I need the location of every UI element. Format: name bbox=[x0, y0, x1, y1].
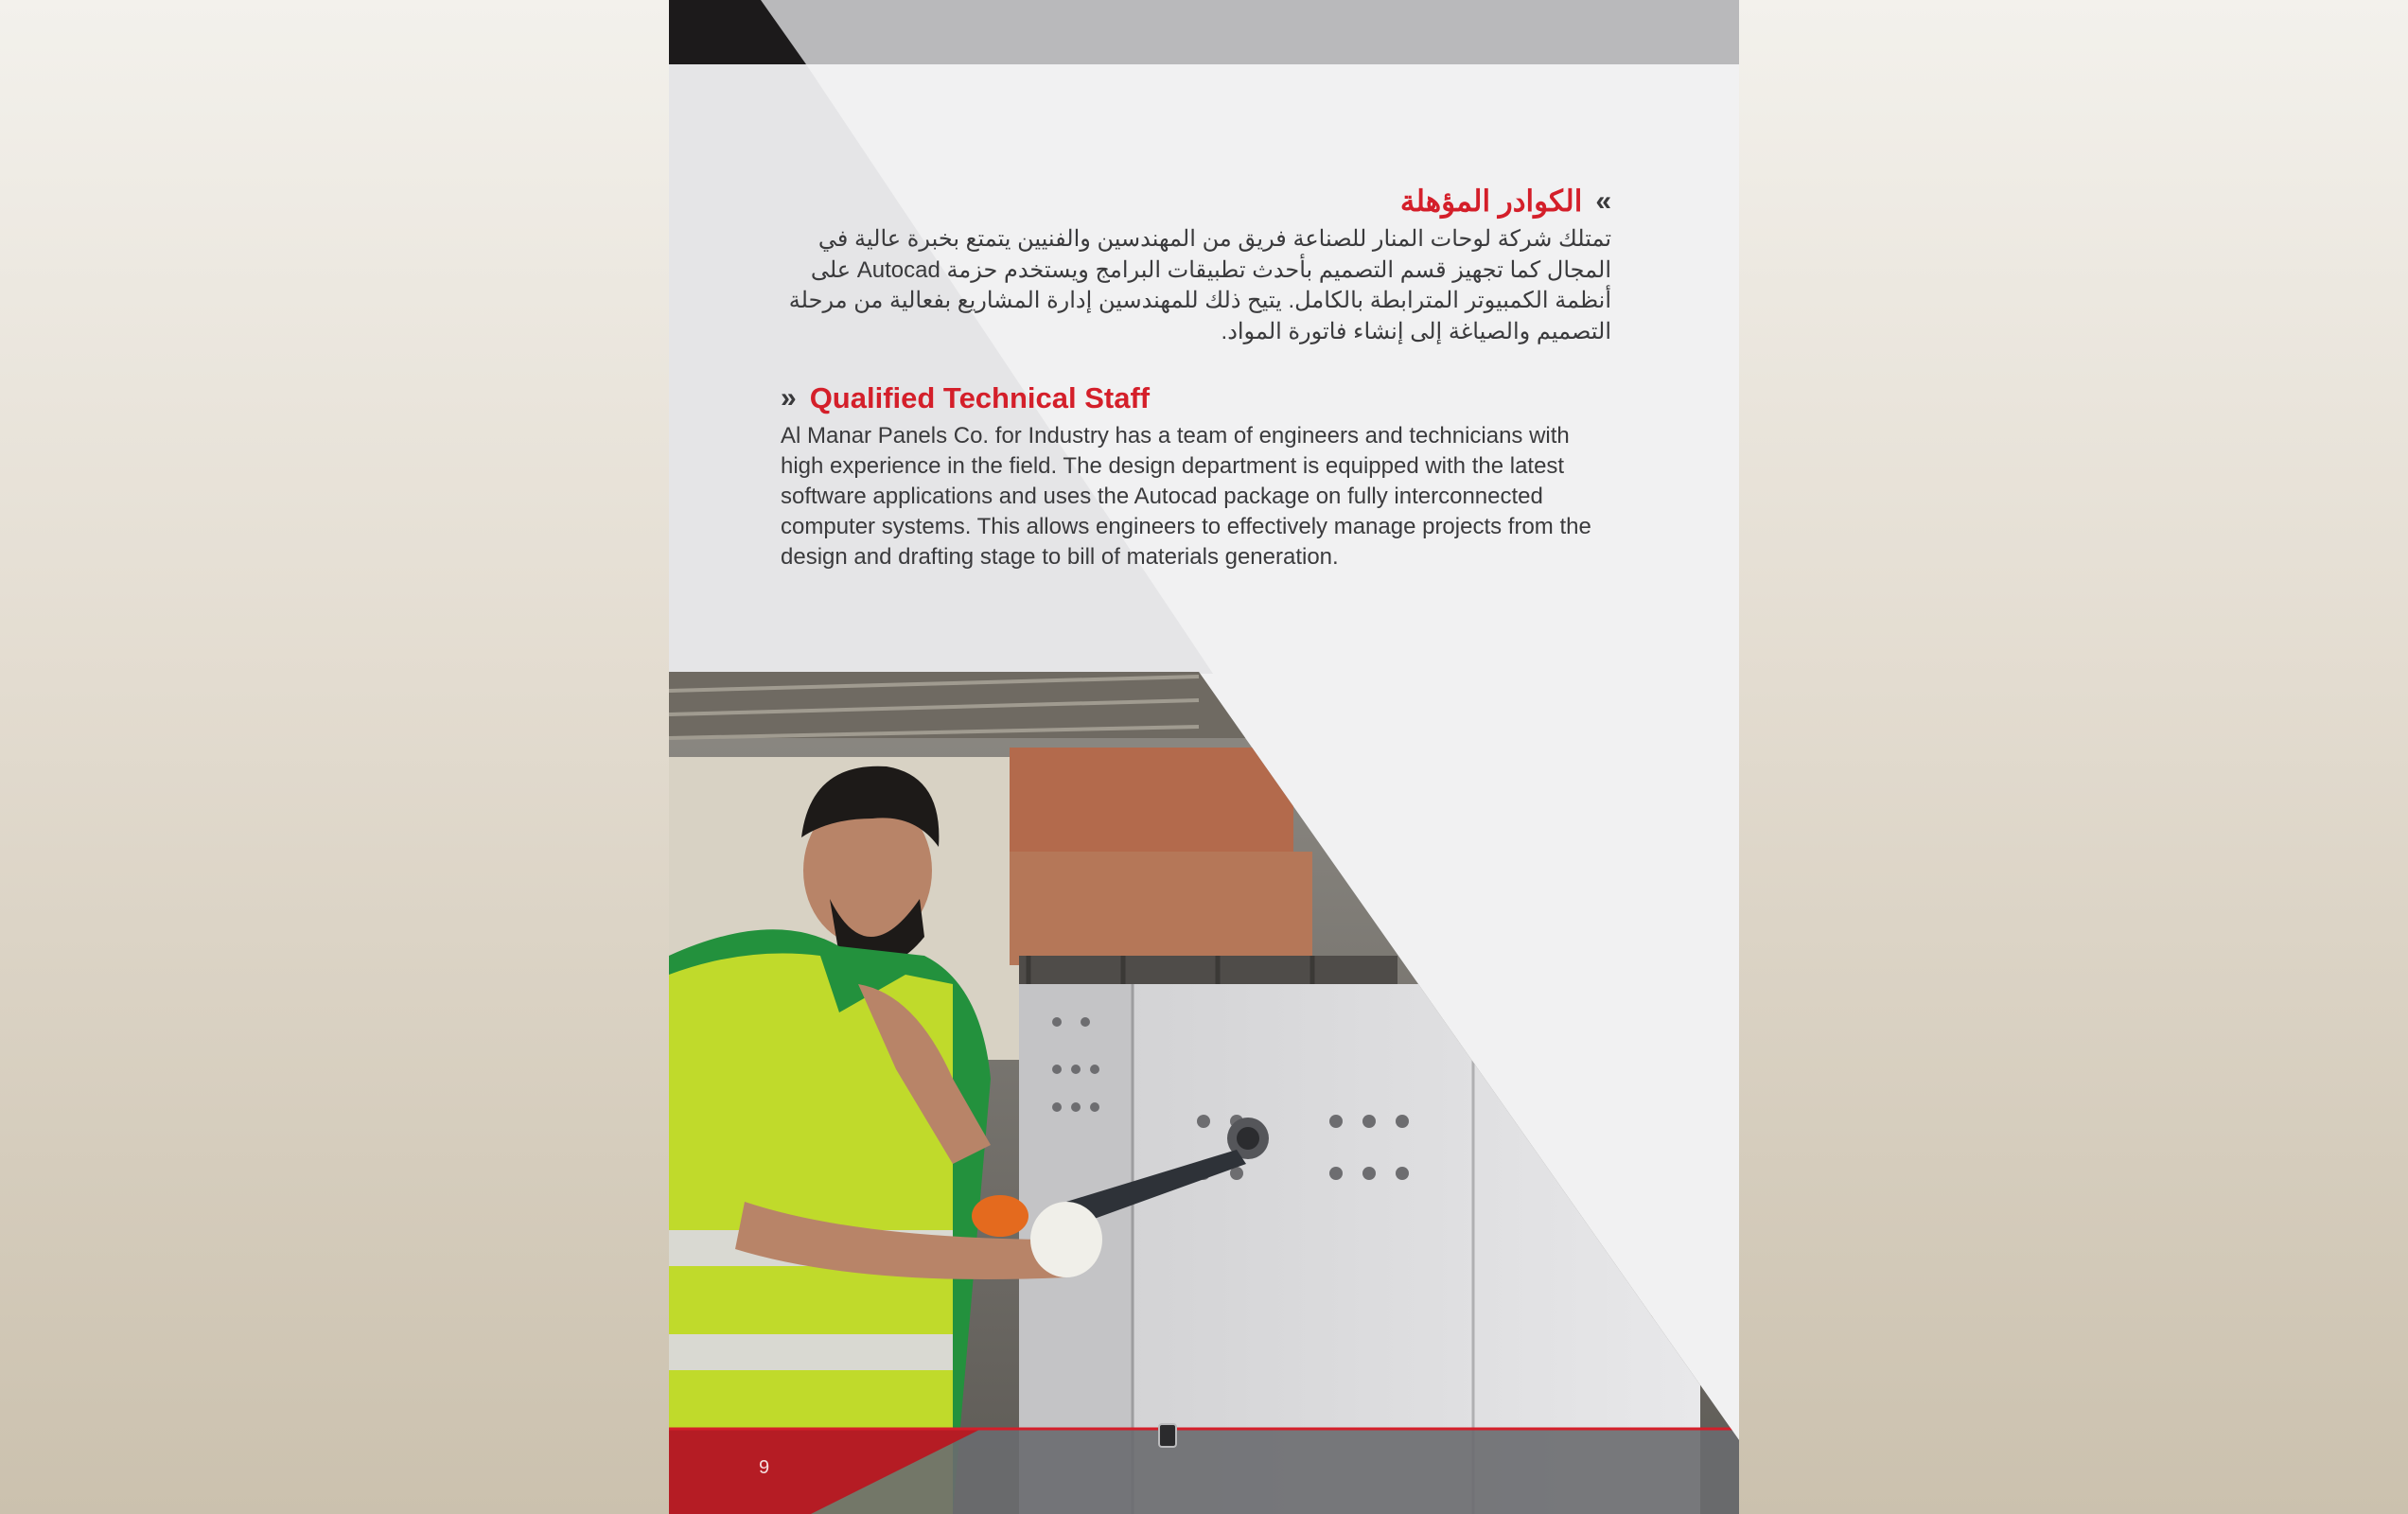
arabic-body: تمتلك شركة لوحات المنار للصناعة فريق من المهندسين والفنيين يتمتع بخبرة عالية في المجال كما تجهيز قسم التصميم بأحدث تطبيقات البرامج ويستخدم حزمة Autocad على أنظمة الكمبيوتر المترابطة بالكامل. يتيح ذلك للمهندسين إدارة المشاريع بفعالية من مرحلة التصميم والصياغة إلى إنشاء فاتورة المواد. bbox=[788, 226, 1611, 344]
english-heading: Qualified Technical Staff bbox=[809, 381, 1151, 414]
english-heading-row bbox=[781, 381, 1611, 415]
english-section bbox=[781, 381, 1611, 572]
brochure-page bbox=[669, 0, 1739, 1514]
arabic-section bbox=[781, 185, 1611, 347]
page-number: 9 bbox=[759, 1457, 770, 1478]
header-gray-bar bbox=[669, 0, 1739, 64]
technician-photo bbox=[669, 672, 1739, 1514]
chevron-icon: » bbox=[1595, 185, 1611, 217]
arabic-heading-row bbox=[781, 185, 1611, 219]
arabic-heading: الكوادر المؤهلة bbox=[1399, 185, 1583, 218]
english-body: Al Manar Panels Co. for Industry has a team of engineers and technicians with high experience in the field. The design department is equipped with the latest software applications and uses the Autocad package on fully interconnected computer systems. This allows engineers to effectively manage projects from the design and drafting stage to bill of materials generation. bbox=[781, 423, 1591, 570]
chevron-icon: » bbox=[781, 382, 797, 414]
diagonal-shade bbox=[669, 64, 1213, 674]
